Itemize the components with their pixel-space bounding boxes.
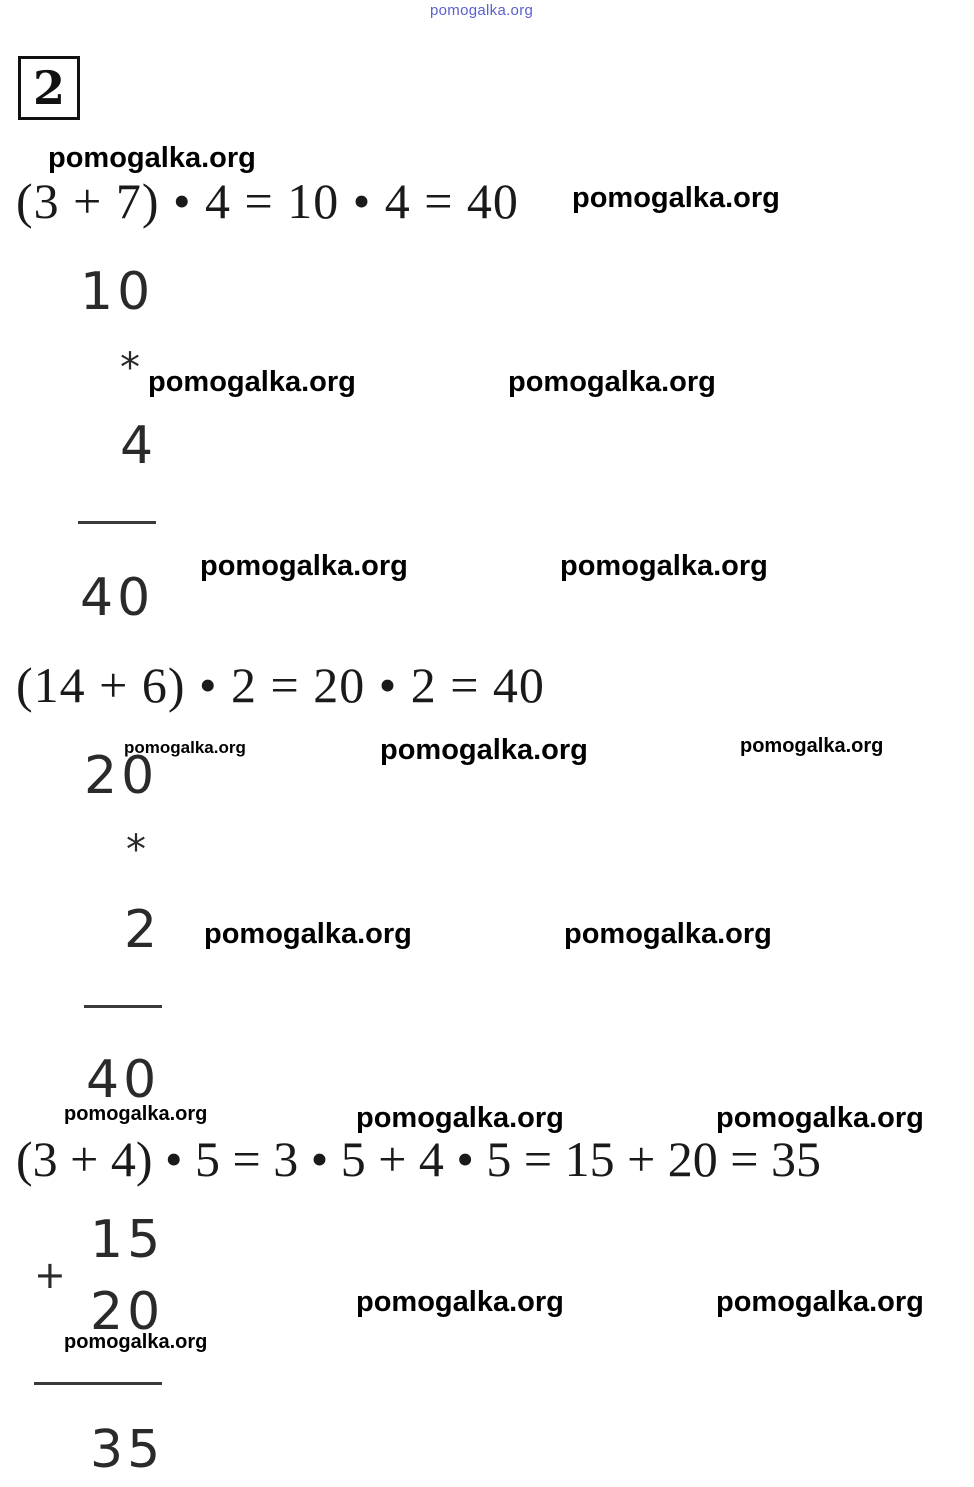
watermark: pomogalka.org xyxy=(564,918,772,950)
watermark: pomogalka.org xyxy=(124,738,246,757)
task-number-box xyxy=(18,56,80,120)
watermark: pomogalka.org xyxy=(380,734,588,766)
column-2-top: 20 xyxy=(84,746,159,806)
column-2-operator: * xyxy=(126,827,146,873)
column-2-rule xyxy=(84,1005,162,1008)
column-1-operator: * xyxy=(120,345,140,391)
expression-3: (3 + 4) • 5 = 3 • 5 + 4 • 5 = 15 + 20 = 35 xyxy=(16,1131,822,1187)
watermark: pomogalka.org xyxy=(740,735,884,757)
watermark: pomogalka.org xyxy=(48,142,256,174)
watermark: pomogalka.org xyxy=(356,1102,564,1134)
column-3-result: 35 xyxy=(90,1420,165,1480)
column-3-operator: + xyxy=(34,1253,66,1297)
watermark: pomogalka.org xyxy=(508,366,716,398)
column-1-rule xyxy=(78,521,156,524)
watermark: pomogalka.org xyxy=(716,1102,924,1134)
column-1-top: 10 xyxy=(80,262,155,322)
expression-2: (14 + 6) • 2 = 20 • 2 = 40 xyxy=(16,657,545,713)
column-3-bottom: 20 xyxy=(90,1282,165,1342)
column-3-top: 15 xyxy=(90,1210,165,1270)
watermark: pomogalka.org xyxy=(356,1286,564,1318)
column-2-result: 40 xyxy=(86,1050,161,1110)
watermark: pomogalka.org xyxy=(572,182,780,214)
expression-1: (3 + 7) • 4 = 10 • 4 = 40 xyxy=(16,173,519,229)
task-number: 2 xyxy=(32,61,65,115)
column-1-bottom: 4 xyxy=(120,416,158,476)
site-header-watermark: pomogalka.org xyxy=(430,2,534,19)
watermark: pomogalka.org xyxy=(200,550,408,582)
watermark: pomogalka.org xyxy=(64,1103,208,1125)
column-1-result: 40 xyxy=(80,568,155,628)
column-3-rule xyxy=(34,1382,162,1385)
watermark: pomogalka.org xyxy=(64,1331,208,1353)
watermark: pomogalka.org xyxy=(560,550,768,582)
watermark: pomogalka.org xyxy=(716,1286,924,1318)
column-2-bottom: 2 xyxy=(124,900,162,960)
watermark: pomogalka.org xyxy=(204,918,412,950)
watermark: pomogalka.org xyxy=(148,366,356,398)
